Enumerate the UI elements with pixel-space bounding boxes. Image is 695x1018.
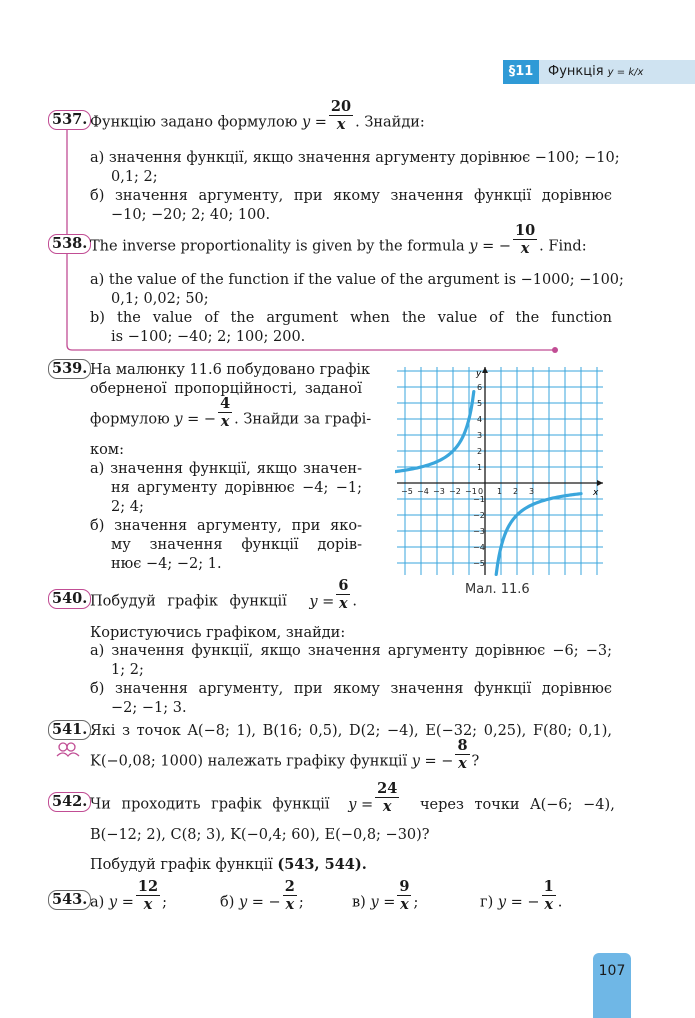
- p543-a-lhs: y =: [108, 894, 134, 911]
- p537-outro: . Знайди:: [355, 114, 425, 131]
- problem-540-statement: [90, 577, 380, 612]
- section-title: [548, 60, 643, 84]
- p543-item-a: [90, 878, 167, 913]
- page-number: 107: [593, 953, 631, 1018]
- p543-c-num: 9: [399, 878, 410, 895]
- p542-line2: B(−12; 2), C(8; 3), K(−0,4; 60), E(−0,8; −30)?: [90, 827, 430, 843]
- y-tick-label: 1: [477, 463, 483, 472]
- x-tick-label: −2: [449, 487, 461, 496]
- p543-b-num: 2: [284, 878, 295, 895]
- x-axis-label: x: [593, 488, 599, 498]
- figure-11-6-chart: [395, 365, 605, 577]
- p541-num: 8: [457, 737, 468, 754]
- x-tick-label: −1: [465, 487, 477, 496]
- figure-caption: Мал. 11.6: [465, 582, 530, 597]
- p537-den: x: [336, 116, 346, 133]
- curve-right-branch: [496, 494, 581, 575]
- p543-b-lhs: y = −: [239, 894, 281, 911]
- problem-number-543: 543.: [48, 890, 91, 910]
- problem-537-statement: [90, 98, 425, 133]
- p537-num: 20: [330, 98, 352, 115]
- p543-d-label: г): [480, 894, 494, 911]
- p539-l3-pre: формулою: [90, 411, 170, 428]
- y-tick-label: −5: [473, 559, 485, 568]
- x-tick-label: 0: [478, 487, 484, 496]
- p541-l2-post: ?: [471, 753, 480, 770]
- problem-number-540: 540.: [48, 589, 91, 609]
- chart-labels: [401, 369, 599, 568]
- chart-axes: [397, 367, 603, 575]
- p542-fraction: [375, 780, 399, 815]
- p542-l1-post: через точки A(−6; −4),: [419, 796, 615, 813]
- y-tick-label: −4: [473, 543, 485, 552]
- p543-c-fraction: [397, 878, 411, 913]
- x-tick-label: −5: [401, 487, 413, 496]
- p538-outro: . Find:: [539, 238, 587, 255]
- section-title-text: Функція: [548, 64, 604, 79]
- p542-formula-lhs: y =: [348, 796, 374, 813]
- p539-fraction: [218, 395, 232, 430]
- p538-intro: The inverse proportionality is given by the formula: [90, 238, 465, 255]
- p538-a-line1: a) the value of the function if the value of the argument is −1000; −100;: [90, 272, 624, 288]
- p542-l3-pre: Побудуй графік функції: [90, 857, 273, 873]
- p542-l3-bold: (543, 544).: [277, 856, 367, 873]
- p540-b-line1: б) значення аргументу, при якому значення функції дорівнює: [90, 681, 612, 697]
- p538-b-line2: is −100; −40; 2; 100; 200.: [111, 329, 306, 345]
- problem-number-537: 537.: [48, 110, 91, 130]
- p543-d-den: x: [544, 896, 553, 913]
- p543-a-fraction: [136, 878, 160, 913]
- problem-538-statement: [90, 222, 587, 257]
- p543-c-end: ;: [413, 894, 419, 911]
- p543-b-label: б): [220, 894, 235, 911]
- p539-b-line1: б) значення аргументу, при яко-: [90, 518, 362, 534]
- p539-l3-post: . Знайди за графі-: [234, 411, 372, 428]
- x-tick-label: 1: [497, 487, 503, 496]
- p538-den: x: [520, 240, 530, 257]
- curve-left-branch: [395, 392, 474, 473]
- p543-d-end: .: [557, 894, 563, 911]
- p537-formula-lhs: y =: [301, 114, 327, 131]
- p543-d-lhs: y = −: [497, 894, 540, 911]
- p538-fraction: [513, 222, 537, 257]
- y-tick-label: 4: [477, 415, 483, 424]
- x-tick-label: 2: [513, 487, 519, 496]
- problem-number-542: 542.: [48, 792, 91, 812]
- x-tick-label: −3: [433, 487, 445, 496]
- p543-a-num: 12: [137, 878, 159, 895]
- y-tick-label: −1: [473, 495, 485, 504]
- p539-a-line2: ня аргументу дорівнює −4; −1;: [111, 480, 362, 496]
- p539-b-line2: му значення функції дорів-: [111, 537, 362, 553]
- p542-line3: [90, 856, 367, 874]
- p543-c-den: x: [400, 896, 409, 913]
- p542-l1-pre: Чи проходить графік функції: [90, 796, 330, 813]
- p540-a-line1: а) значення функції, якщо значення аргументу дорівнює −6; −3;: [90, 643, 612, 659]
- p543-b-den: x: [285, 896, 295, 913]
- p542-den: x: [382, 798, 392, 815]
- p541-line1: Які з точок A(−8; 1), B(16; 0,5), D(2; −4), E(−32; 0,25), F(80; 0,1),: [90, 723, 612, 739]
- p543-d-fraction: [542, 878, 556, 913]
- p539-b-line3: нює −4; −2; 1.: [111, 556, 222, 572]
- p537-intro: Функцію задано формулою: [90, 114, 298, 131]
- p541-formula-lhs: y = −: [411, 753, 454, 770]
- p543-d-num: 1: [543, 878, 554, 895]
- p539-den: x: [220, 413, 230, 430]
- p543-c-label: в): [352, 894, 366, 911]
- p537-b-line1: б) значення аргументу, при якому значення функції дорівнює: [90, 188, 612, 204]
- p543-item-b: [220, 878, 304, 913]
- p543-b-end: ;: [298, 894, 304, 911]
- p540-line2: Користуючись графіком, знайди:: [90, 625, 346, 641]
- p540-den: x: [339, 595, 348, 612]
- p539-line3: [90, 395, 372, 430]
- p538-formula-lhs: y = −: [469, 238, 511, 255]
- p540-formula-lhs: y =: [309, 593, 335, 610]
- y-axis-label: y: [476, 369, 482, 379]
- p543-item-d: [480, 878, 563, 913]
- p541-line2: [90, 737, 480, 772]
- p540-b-line2: −2; −1; 3.: [111, 700, 187, 716]
- section-formula: y = k/x: [607, 67, 644, 78]
- p541-den: x: [458, 755, 467, 772]
- p538-b-line1: b) the value of the argument when the value of the function: [90, 310, 612, 326]
- p538-num: 10: [514, 222, 536, 239]
- p537-fraction: [329, 98, 353, 133]
- p539-line4: ком:: [90, 442, 124, 458]
- p539-a-line3: 2; 4;: [111, 499, 144, 515]
- p543-a-label: а): [90, 894, 105, 911]
- p543-a-end: ;: [162, 894, 167, 911]
- p537-a-line2: 0,1; 2;: [111, 169, 158, 185]
- y-tick-label: 2: [477, 447, 483, 456]
- y-tick-label: −3: [473, 527, 485, 536]
- problem-number-538: 538.: [48, 234, 91, 254]
- p542-num: 24: [377, 780, 398, 797]
- p540-a-line2: 1; 2;: [111, 662, 144, 678]
- p537-a-line1: а) значення функції, якщо значення аргументу дорівнює −100; −10;: [90, 150, 620, 166]
- p539-formula-lhs: y = −: [174, 411, 217, 428]
- x-tick-label: 3: [529, 487, 535, 496]
- problem-542-line1: [90, 780, 615, 815]
- bracket-dot: [552, 347, 558, 353]
- p540-intro: Побудуй графік функції: [90, 593, 287, 610]
- y-tick-label: 6: [477, 383, 483, 392]
- pair-work-icon: [55, 740, 81, 758]
- p543-c-lhs: y =: [370, 894, 396, 911]
- x-axis-arrow: [597, 480, 603, 486]
- p538-a-line2: 0,1; 0,02; 50;: [111, 291, 209, 307]
- section-number: §11: [503, 60, 539, 84]
- x-tick-label: −4: [417, 487, 429, 496]
- problem-number-539: 539.: [48, 359, 91, 379]
- problem-number-541: 541.: [48, 720, 91, 740]
- p539-line1: На малюнку 11.6 побудовано графік: [90, 362, 371, 378]
- y-tick-label: 3: [477, 431, 483, 440]
- p539-a-line1: а) значення функції, якщо значен-: [90, 461, 362, 477]
- p537-b-line2: −10; −20; 2; 40; 100.: [111, 207, 271, 223]
- p543-b-fraction: [283, 878, 297, 913]
- y-tick-label: −2: [473, 511, 485, 520]
- p540-fraction: [336, 577, 350, 612]
- p540-num: 6: [338, 577, 349, 594]
- p543-item-c: [352, 878, 419, 913]
- p541-fraction: [455, 737, 469, 772]
- p543-a-den: x: [143, 896, 153, 913]
- p539-line2: оберненої пропорційності, заданої: [90, 381, 362, 397]
- chart-grid: [395, 367, 603, 577]
- p539-num: 4: [220, 395, 231, 412]
- y-tick-label: 5: [477, 399, 483, 408]
- y-axis-arrow: [482, 367, 488, 373]
- p540-period: .: [352, 593, 358, 610]
- p541-l2-pre: K(−0,08; 1000) належать графіку функції: [90, 753, 408, 770]
